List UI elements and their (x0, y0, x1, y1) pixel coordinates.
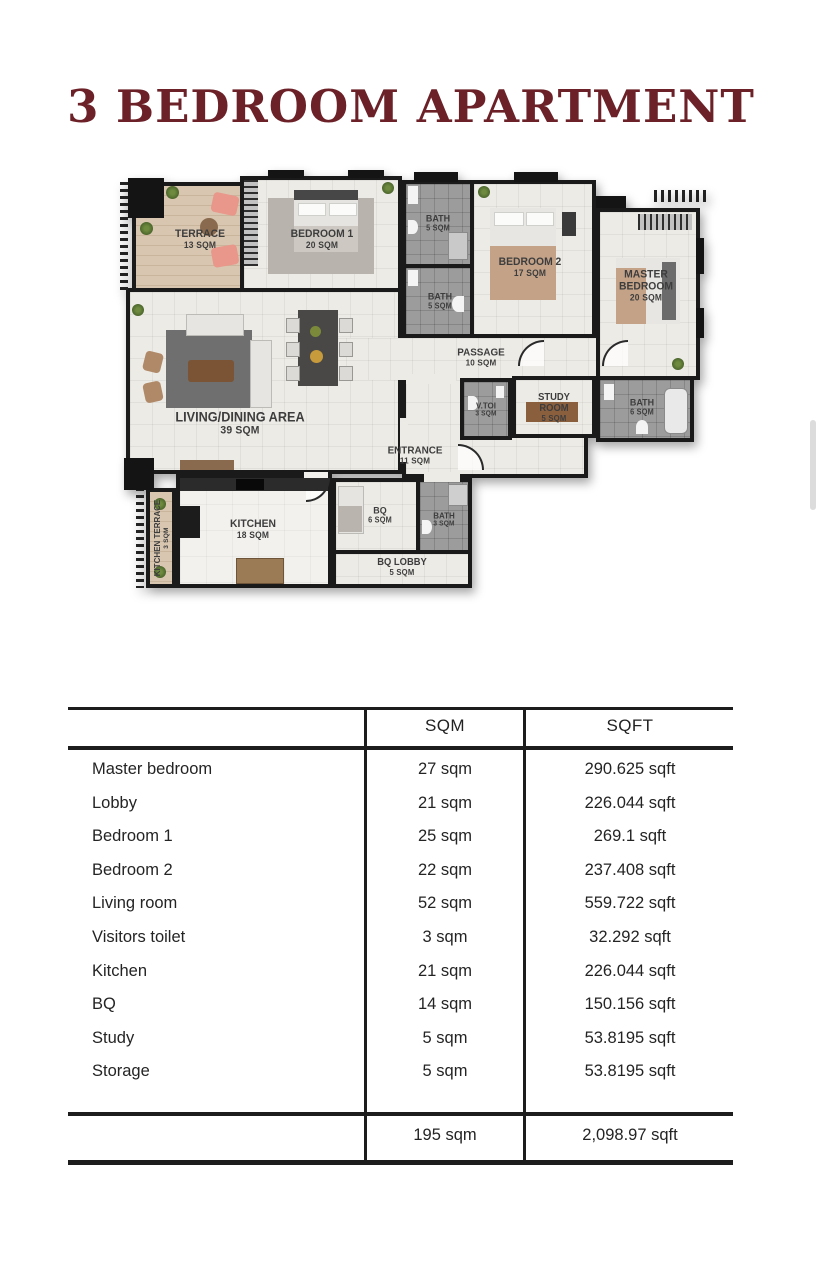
room-label-bath-right (630, 399, 654, 418)
opening-bq-lobby (424, 472, 460, 482)
bathtub-icon (664, 388, 688, 434)
row-sqft: 226.044 sqft (584, 794, 676, 812)
row-label: Storage (92, 1062, 150, 1080)
chair-icon (339, 342, 353, 357)
room-area-label: 11 SQM (399, 456, 431, 467)
row-label: Lobby (92, 794, 137, 812)
room-label-bath-bq (433, 512, 455, 529)
sink-icon (408, 270, 418, 286)
pillow-icon (298, 203, 326, 216)
room-label-kitchen (230, 519, 276, 541)
kitchen-terrace-railing (136, 488, 144, 588)
row-sqm: 21 sqm (417, 794, 473, 812)
row-sqm: 52 sqm (417, 894, 473, 912)
room-area-label: 13 SQM (183, 240, 217, 251)
row-sqft: 150.156 sqft (584, 995, 676, 1013)
plant-icon (140, 222, 153, 235)
room-label-kitchen-terrace (154, 500, 170, 576)
sink-icon (604, 384, 614, 400)
room-label-passage (457, 348, 505, 369)
corner-pillar-top-left (128, 178, 164, 218)
table-row (68, 1062, 733, 1084)
row-sqft: 237.408 sqft (584, 861, 676, 879)
dining-table-icon (298, 310, 338, 386)
plant-icon (166, 186, 179, 199)
toilet-icon (408, 220, 418, 234)
room-label-study (529, 393, 580, 423)
row-sqm: 27 sqm (417, 760, 473, 778)
plant-icon (478, 186, 490, 198)
total-sqm: 195 sqm (413, 1126, 477, 1144)
sofa-icon (250, 340, 272, 408)
stove-icon (236, 479, 264, 490)
table-border-top (68, 707, 733, 710)
window-ledge-3 (414, 172, 458, 182)
room-area-label: 18 SQM (236, 530, 270, 541)
row-sqft: 290.625 sqft (584, 760, 676, 778)
sideboard-icon (180, 460, 234, 470)
total-sqft: 2,098.97 sqft (582, 1126, 678, 1144)
bed-icon (294, 190, 358, 200)
row-label: Visitors toilet (92, 928, 186, 946)
pillow-icon (494, 212, 524, 226)
column-header-sqm: SQM (425, 716, 465, 735)
table-total-divider (68, 1112, 733, 1116)
room-name-label: V.TOI (475, 400, 496, 411)
toilet-icon (636, 420, 648, 434)
table-row (68, 794, 733, 816)
room-name-label: BQ LOBBY (377, 557, 427, 569)
scrollbar-thumb[interactable] (810, 420, 816, 510)
sofa-icon (186, 314, 244, 336)
room-label-living-dining (175, 411, 304, 438)
chair-icon (339, 318, 353, 333)
chair-icon (286, 342, 300, 357)
room-label-terrace (175, 229, 225, 251)
room-name-label: BATH (433, 510, 455, 521)
window-ledge-7 (696, 308, 704, 338)
row-sqft: 53.8195 sqft (584, 1062, 676, 1080)
fridge-icon (180, 506, 200, 538)
row-sqft: 559.722 sqft (584, 894, 676, 912)
chair-icon (286, 366, 300, 381)
nightstand-icon (562, 212, 576, 236)
row-label: Kitchen (92, 962, 148, 980)
room-name-label: MASTER BEDROOM (618, 268, 673, 293)
window-ledge-4 (514, 172, 558, 182)
sink-icon (496, 386, 504, 398)
room-label-bedroom-1 (291, 229, 354, 251)
room-area-label: 5 SQM (389, 567, 415, 577)
room-name-label: BATH (427, 291, 453, 303)
wardrobe-icon (244, 180, 258, 266)
room-area-label: 17 SQM (513, 268, 547, 279)
coffee-table-icon (188, 360, 234, 382)
room-label-bath-top (426, 215, 450, 234)
armchair-icon (142, 380, 164, 403)
room-area-label: 20 SQM (629, 292, 663, 303)
row-sqm: 21 sqm (417, 962, 473, 980)
row-sqm: 5 sqm (422, 1062, 468, 1080)
room-area-label: 5 SQM (541, 413, 567, 423)
room-name-label: BATH (425, 213, 451, 225)
room-name-label: PASSAGE (457, 346, 505, 359)
room-label-bedroom-2 (499, 257, 562, 279)
window-ledge-5 (596, 196, 626, 208)
plant-icon (672, 358, 684, 370)
table-total-row (68, 1126, 733, 1148)
plate-icon (310, 326, 321, 337)
row-label: Bedroom 2 (92, 861, 173, 879)
row-label: Bedroom 1 (92, 827, 173, 845)
room-area-label: 3 SQM (475, 410, 497, 418)
room-label-entrance (388, 446, 443, 467)
row-label: Master bedroom (92, 760, 213, 778)
sink-icon (408, 186, 418, 204)
room-name-label: ENTRANCE (387, 444, 443, 457)
room-name-label: KITCHEN (230, 518, 276, 531)
room-name-label: BEDROOM 2 (498, 256, 562, 269)
corner-pillar-left (124, 458, 154, 490)
plant-icon (382, 182, 394, 194)
crate-icon (236, 558, 284, 584)
row-sqm: 14 sqm (417, 995, 473, 1013)
chair-icon (286, 318, 300, 333)
column-header-sqft: SQFT (606, 716, 654, 735)
table-border-bottom (68, 1160, 733, 1165)
room-area-label: 6 SQM (630, 407, 654, 417)
pillow-icon (526, 212, 554, 226)
table-row (68, 1029, 733, 1051)
chair-icon (339, 366, 353, 381)
room-name-label: STUDY ROOM (538, 391, 570, 414)
row-sqft: 269.1 sqft (593, 827, 667, 845)
room-label-bq-lobby (377, 558, 427, 578)
balcony-rail-master (654, 190, 710, 202)
room-area-label: 10 SQM (465, 358, 497, 369)
room-area-label: 39 SQM (220, 424, 260, 437)
room-area-label: 20 SQM (305, 240, 339, 251)
room-label-bq (368, 507, 392, 526)
room-area-label: 5 SQM (428, 301, 452, 311)
floor-plan (118, 168, 718, 608)
table-header-divider (68, 746, 733, 750)
wardrobe-icon (638, 214, 692, 230)
room-label-master-bedroom (608, 269, 683, 302)
toilet-icon (452, 296, 464, 312)
row-sqm: 25 sqm (417, 827, 473, 845)
table-row (68, 861, 733, 883)
row-sqm: 5 sqm (422, 1029, 468, 1047)
row-label: Study (92, 1029, 135, 1047)
window-ledge-6 (696, 238, 704, 274)
room-area-label: 3 SQM (162, 527, 170, 549)
window-ledge-2 (348, 170, 384, 178)
room-name-label: LIVING/DINING AREA (175, 409, 305, 425)
room-label-v-toi (475, 402, 496, 419)
toilet-icon (422, 520, 432, 534)
row-sqft: 32.292 sqft (589, 928, 671, 946)
row-label: BQ (92, 995, 116, 1013)
room-name-label: TERRACE (175, 228, 225, 241)
room-area-label: 6 SQM (368, 515, 392, 525)
row-sqm: 3 sqm (422, 928, 468, 946)
table-row (68, 760, 733, 782)
opening-passage-entrance (406, 374, 456, 384)
blanket-icon (338, 506, 362, 532)
room-name-label: BATH (629, 397, 655, 409)
table-row (68, 962, 733, 984)
page-title: 3 BEDROOM APARTMENT (67, 80, 755, 134)
table-row (68, 995, 733, 1017)
row-label: Living room (92, 894, 178, 912)
room-name-label: KITCHEN TERRACE (153, 499, 163, 577)
pillow-icon (329, 203, 357, 216)
table-row (68, 928, 733, 950)
room-area-label: 3 SQM (433, 520, 455, 528)
plate-icon (310, 350, 323, 363)
plant-icon (132, 304, 144, 316)
row-sqm: 22 sqm (417, 861, 473, 879)
row-sqft: 226.044 sqft (584, 962, 676, 980)
table-row (68, 827, 733, 849)
row-sqft: 53.8195 sqft (584, 1029, 676, 1047)
room-area-label: 5 SQM (426, 223, 450, 233)
window-ledge-1 (268, 170, 304, 178)
room-name-label: BQ (373, 505, 387, 517)
shower-icon (448, 232, 468, 260)
table-row (68, 894, 733, 916)
room-name-label: BEDROOM 1 (290, 228, 354, 241)
terrace-railing (120, 182, 128, 292)
shower-icon (448, 484, 468, 506)
room-label-bath-mid (428, 293, 452, 312)
